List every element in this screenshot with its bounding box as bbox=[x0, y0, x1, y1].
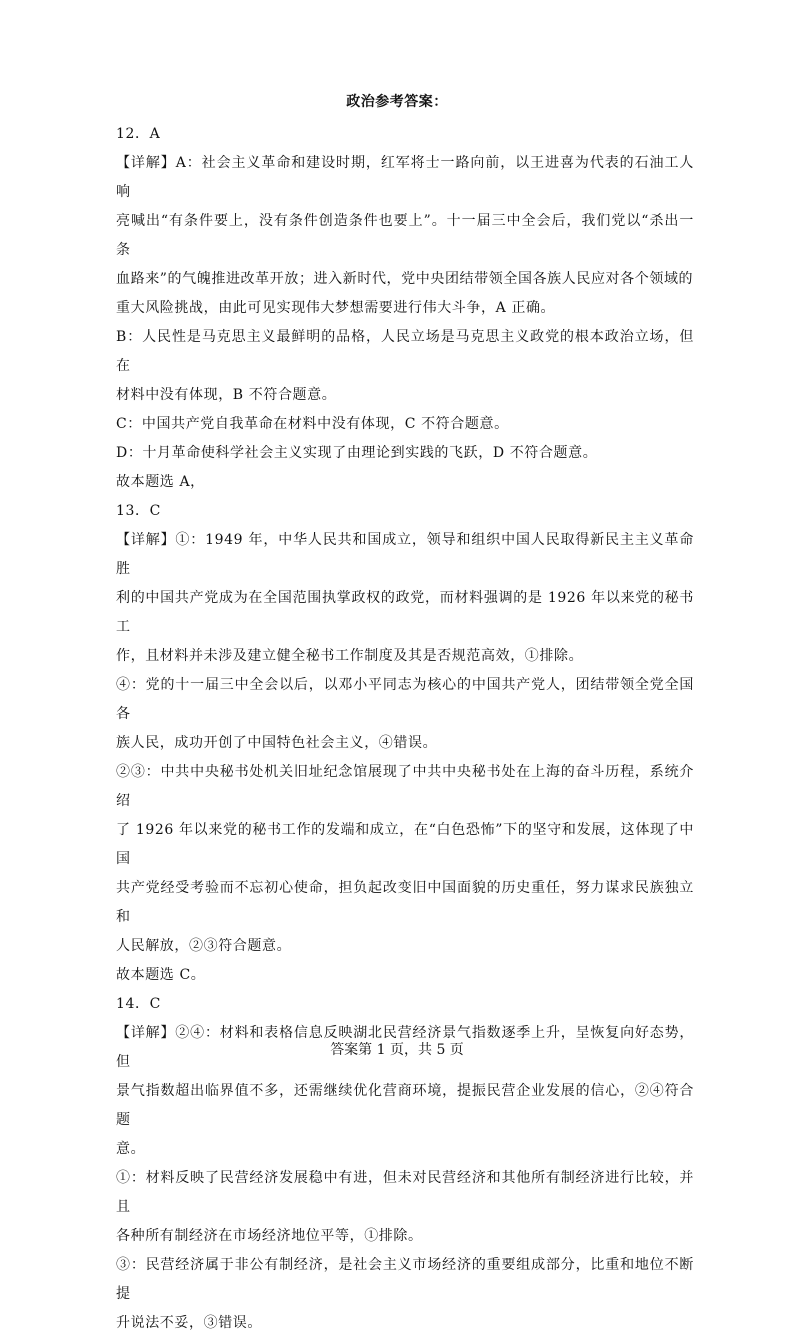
answer-line: 亮喊出“有条件要上，没有条件创造条件也要上”。十一届三中全会后，我们党以“杀出一条 bbox=[116, 213, 694, 258]
answer-line: 各种所有制经济在市场经济地位平等，①排除。 bbox=[116, 1228, 423, 1244]
answer-line: 重大风险挑战，由此可见实现伟大梦想需要进行伟大斗争，A 正确。 bbox=[116, 300, 556, 316]
answer-line: ③：民营经济属于非公有制经济，是社会主义市场经济的重要组成部分，比重和地位不断提 bbox=[116, 1257, 694, 1302]
answer-line: D：十月革命使科学社会主义实现了由理论到实践的飞跃，D 不符合题意。 bbox=[116, 445, 598, 461]
answer-line: C：中国共产党自我革命在材料中没有体现，C 不符合题意。 bbox=[116, 416, 509, 432]
page-footer: 答案第 1 页，共 5 页 bbox=[330, 1042, 464, 1058]
answer-line: 【详解】①：1949 年，中华人民共和国成立，领导和组织中国人民取得新民主主义革命胜 bbox=[116, 532, 694, 577]
answer-line: B：人民性是马克思主义最鲜明的品格，人民立场是马克思主义政党的根本政治立场，但在 bbox=[116, 329, 694, 374]
answer-line: 族人民，成功开创了中国特色社会主义，④错误。 bbox=[116, 735, 438, 751]
answer-line: 材料中没有体现，B 不符合题意。 bbox=[116, 387, 337, 403]
answer-line: 【详解】A：社会主义革命和建设时期，红军将士一路向前，以王进喜为代表的石油工人响 bbox=[116, 155, 694, 200]
answer-line: 共产党经受考验而不忘初心使命，担负起改变旧中国面貌的历史重任，努力谋求民族独立和 bbox=[116, 880, 694, 925]
answer-line: 故本题选 A， bbox=[116, 474, 205, 490]
answer-line: 故本题选 C。 bbox=[116, 967, 206, 983]
answer-content bbox=[116, 120, 694, 1338]
answer-line: 血路来”的气魄推进改革开放；进入新时代，党中央团结带领全国各族人民应对各个领域的 bbox=[116, 271, 694, 287]
answer-line: ②③：中共中央秘书处机关旧址纪念馆展现了中共中央秘书处在上海的奋斗历程，系统介绍 bbox=[116, 764, 694, 809]
page-title: 政治参考答案： bbox=[346, 94, 448, 110]
answer-line: 了 1926 年以来党的秘书工作的发端和成立，在“白色恐怖”下的坚守和发展，这体现了中国 bbox=[116, 822, 694, 867]
answer-line: 升说法不妥，③错误。 bbox=[116, 1315, 262, 1331]
answer-line: 意。 bbox=[116, 1141, 146, 1157]
answer-line: 景气指数超出临界值不多，还需继续优化营商环境，提振民营企业发展的信心，②④符合题 bbox=[116, 1083, 694, 1128]
answer-line: 作，且材料并未涉及建立健全秘书工作制度及其是否规范高效，①排除。 bbox=[116, 648, 584, 664]
answer-line: 人民解放，②③符合题意。 bbox=[116, 938, 292, 954]
answer-line: 13．C bbox=[116, 503, 161, 519]
answer-line: 利的中国共产党成为在全国范围执掌政权的政党，而材料强调的是 1926 年以来党的秘书工 bbox=[116, 590, 694, 635]
answer-line: 【详解】②④：材料和表格信息反映湖北民营经济景气指数逐季上升，呈恢复向好态势，但 bbox=[116, 1025, 694, 1070]
answer-line: ①：材料反映了民营经济发展稳中有进，但未对民营经济和其他所有制经济进行比较，并且 bbox=[116, 1170, 694, 1215]
answer-line: ④：党的十一届三中全会以后，以邓小平同志为核心的中国共产党人，团结带领全党全国各 bbox=[116, 677, 694, 722]
answer-line: 12．A bbox=[116, 126, 161, 142]
answer-line: 14．C bbox=[116, 996, 161, 1012]
